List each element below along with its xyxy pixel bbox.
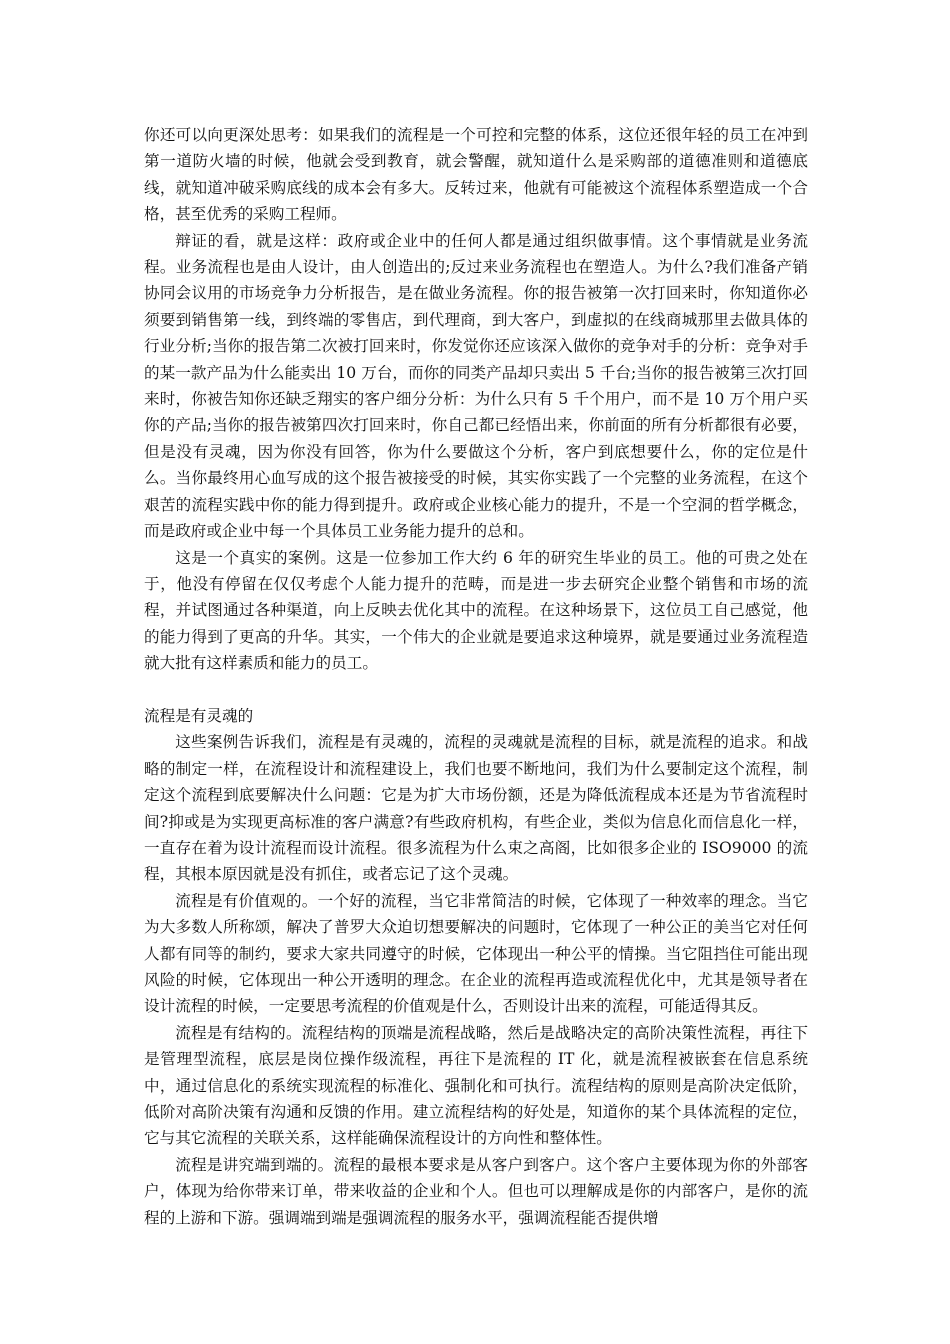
section-heading: 流程是有灵魂的 [144,706,254,725]
paragraph-process-structure: 流程是有结构的。流程结构的顶端是流程战略，然后是战略决定的高阶决策性流程，再往下是管理型流程，底层是岗位操作级流程，再往下是流程的 IT 化，就是流程被嵌套在信息系统中，通过信息化的系统实现流程的标准化、强制化和可执行。流程结构的原则是高阶决定低阶，低阶对高阶决策有沟通和反馈的作用。建立流程结构的好处是，知道你的某个具体流程的定位，它与其它流程的关联关系，这样能确保流程设计的方向性和整体性。 [144,1023,808,1148]
paragraph-dialectic: 辩证的看，就是这样：政府或企业中的任何人都是通过组织做事情。这个事情就是业务流程。业务流程也是由人设计，由人创造出的;反过来业务流程也在塑造人。为什么?我们准备产销协同会议用的市场竞争力分析报告，是在做业务流程。你的报告被第一次打回来时，你知道你必须要到销售第一线，到终端的零售店，到代理商，到大客户，到虚拟的在线商城那里去做具体的行业分析;当你的报告第二次被打回来时，你发觉你还应该深入做你的竞争对手的分析：竞争对手的某一款产品为什么能卖出 10 万台，而你的同类产品却只卖出 5 千台;当你的报告被第三次打回来时，你被告知你还缺乏翔实的客户细分分析：为什么只有 5 千个用户，而不是 10 万个用户买你的产品;当你的报告被第四次打回来时，你自己都已经悟出来，你前面的所有分析都很有必要，但是没有灵魂，因为你没有回答，你为什么要做这个分析，客户到底想要什么，你的定位是什么。当你最终用心血写成的这个报告被接受的时候，其实你实践了一个完整的业务流程，在这个艰苦的流程实践中你的能力得到提升。政府或企业核心能力的提升，不是一个空洞的哲学概念，而是政府或企业中每一个具体员工业务能力提升的总和。 [144,231,808,541]
intro-paragraph: 你还可以向更深处思考：如果我们的流程是一个可控和完整的体系，这位还很年轻的员工在冲到第一道防火墙的时候，他就会受到教育，就会警醒，就知道什么是采购部的道德准则和道德底线，就知道冲破采购底线的成本会有多大。反转过来，他就有可能被这个流程体系塑造成一个合格，甚至优秀的采购工程师。 [144,126,808,224]
paragraph-process-soul: 这些案例告诉我们，流程是有灵魂的，流程的灵魂就是流程的目标，就是流程的追求。和战略的制定一样，在流程设计和流程建设上，我们也要不断地问，我们为什么要制定这个流程，制定这个流程到底要解决什么问题：它是为扩大市场份额，还是为降低流程成本还是为节省流程时间?抑或是为实现更高标准的客户满意?有些政府机构，有些企业，类似为信息化而信息化一样，一直存在着为设计流程而设计流程。很多流程为什么束之高阁，比如很多企业的 ISO9000 的流程，其根本原因就是没有抓住，或者忘记了这个灵魂。 [144,733,808,884]
document-body [144,122,808,1231]
paragraph-spacer [144,677,808,703]
paragraph-process-values: 流程是有价值观的。一个好的流程，当它非常简洁的时候，它体现了一种效率的理念。当它为大多数人所称颂，解决了普罗大众迫切想要解决的问题时，它体现了一种公正的美当它对任何人都有同等的制约，要求大家共同遵守的时候，它体现出一种公平的情操。当它阻挡住可能出现风险的时候，它体现出一种公开透明的理念。在企业的流程再造或流程优化中，尤其是领导者在设计流程的时候，一定要思考流程的价值观是什么，否则设计出来的流程，可能适得其反。 [144,891,808,1016]
paragraph-real-case: 这是一个真实的案例。这是一位参加工作大约 6 年的研究生毕业的员工。他的可贵之处在于，他没有停留在仅仅考虑个人能力提升的范畴，而是进一步去研究企业整个销售和市场的流程，并试图通过各种渠道，向上反映去优化其中的流程。在这种场景下，这位员工自己感觉，他的能力得到了更高的升华。其实，一个伟大的企业就是要追求这种境界，就是要通过业务流程造就大批有这样素质和能力的员工。 [144,548,808,673]
paragraph-end-to-end: 流程是讲究端到端的。流程的最根本要求是从客户到客户。这个客户主要体现为你的外部客户，体现为给你带来订单，带来收益的企业和个人。但也可以理解成是你的内部客户，是你的流程的上游和下游。强调端到端是强调流程的服务水平，强调流程能否提供增 [144,1155,808,1227]
